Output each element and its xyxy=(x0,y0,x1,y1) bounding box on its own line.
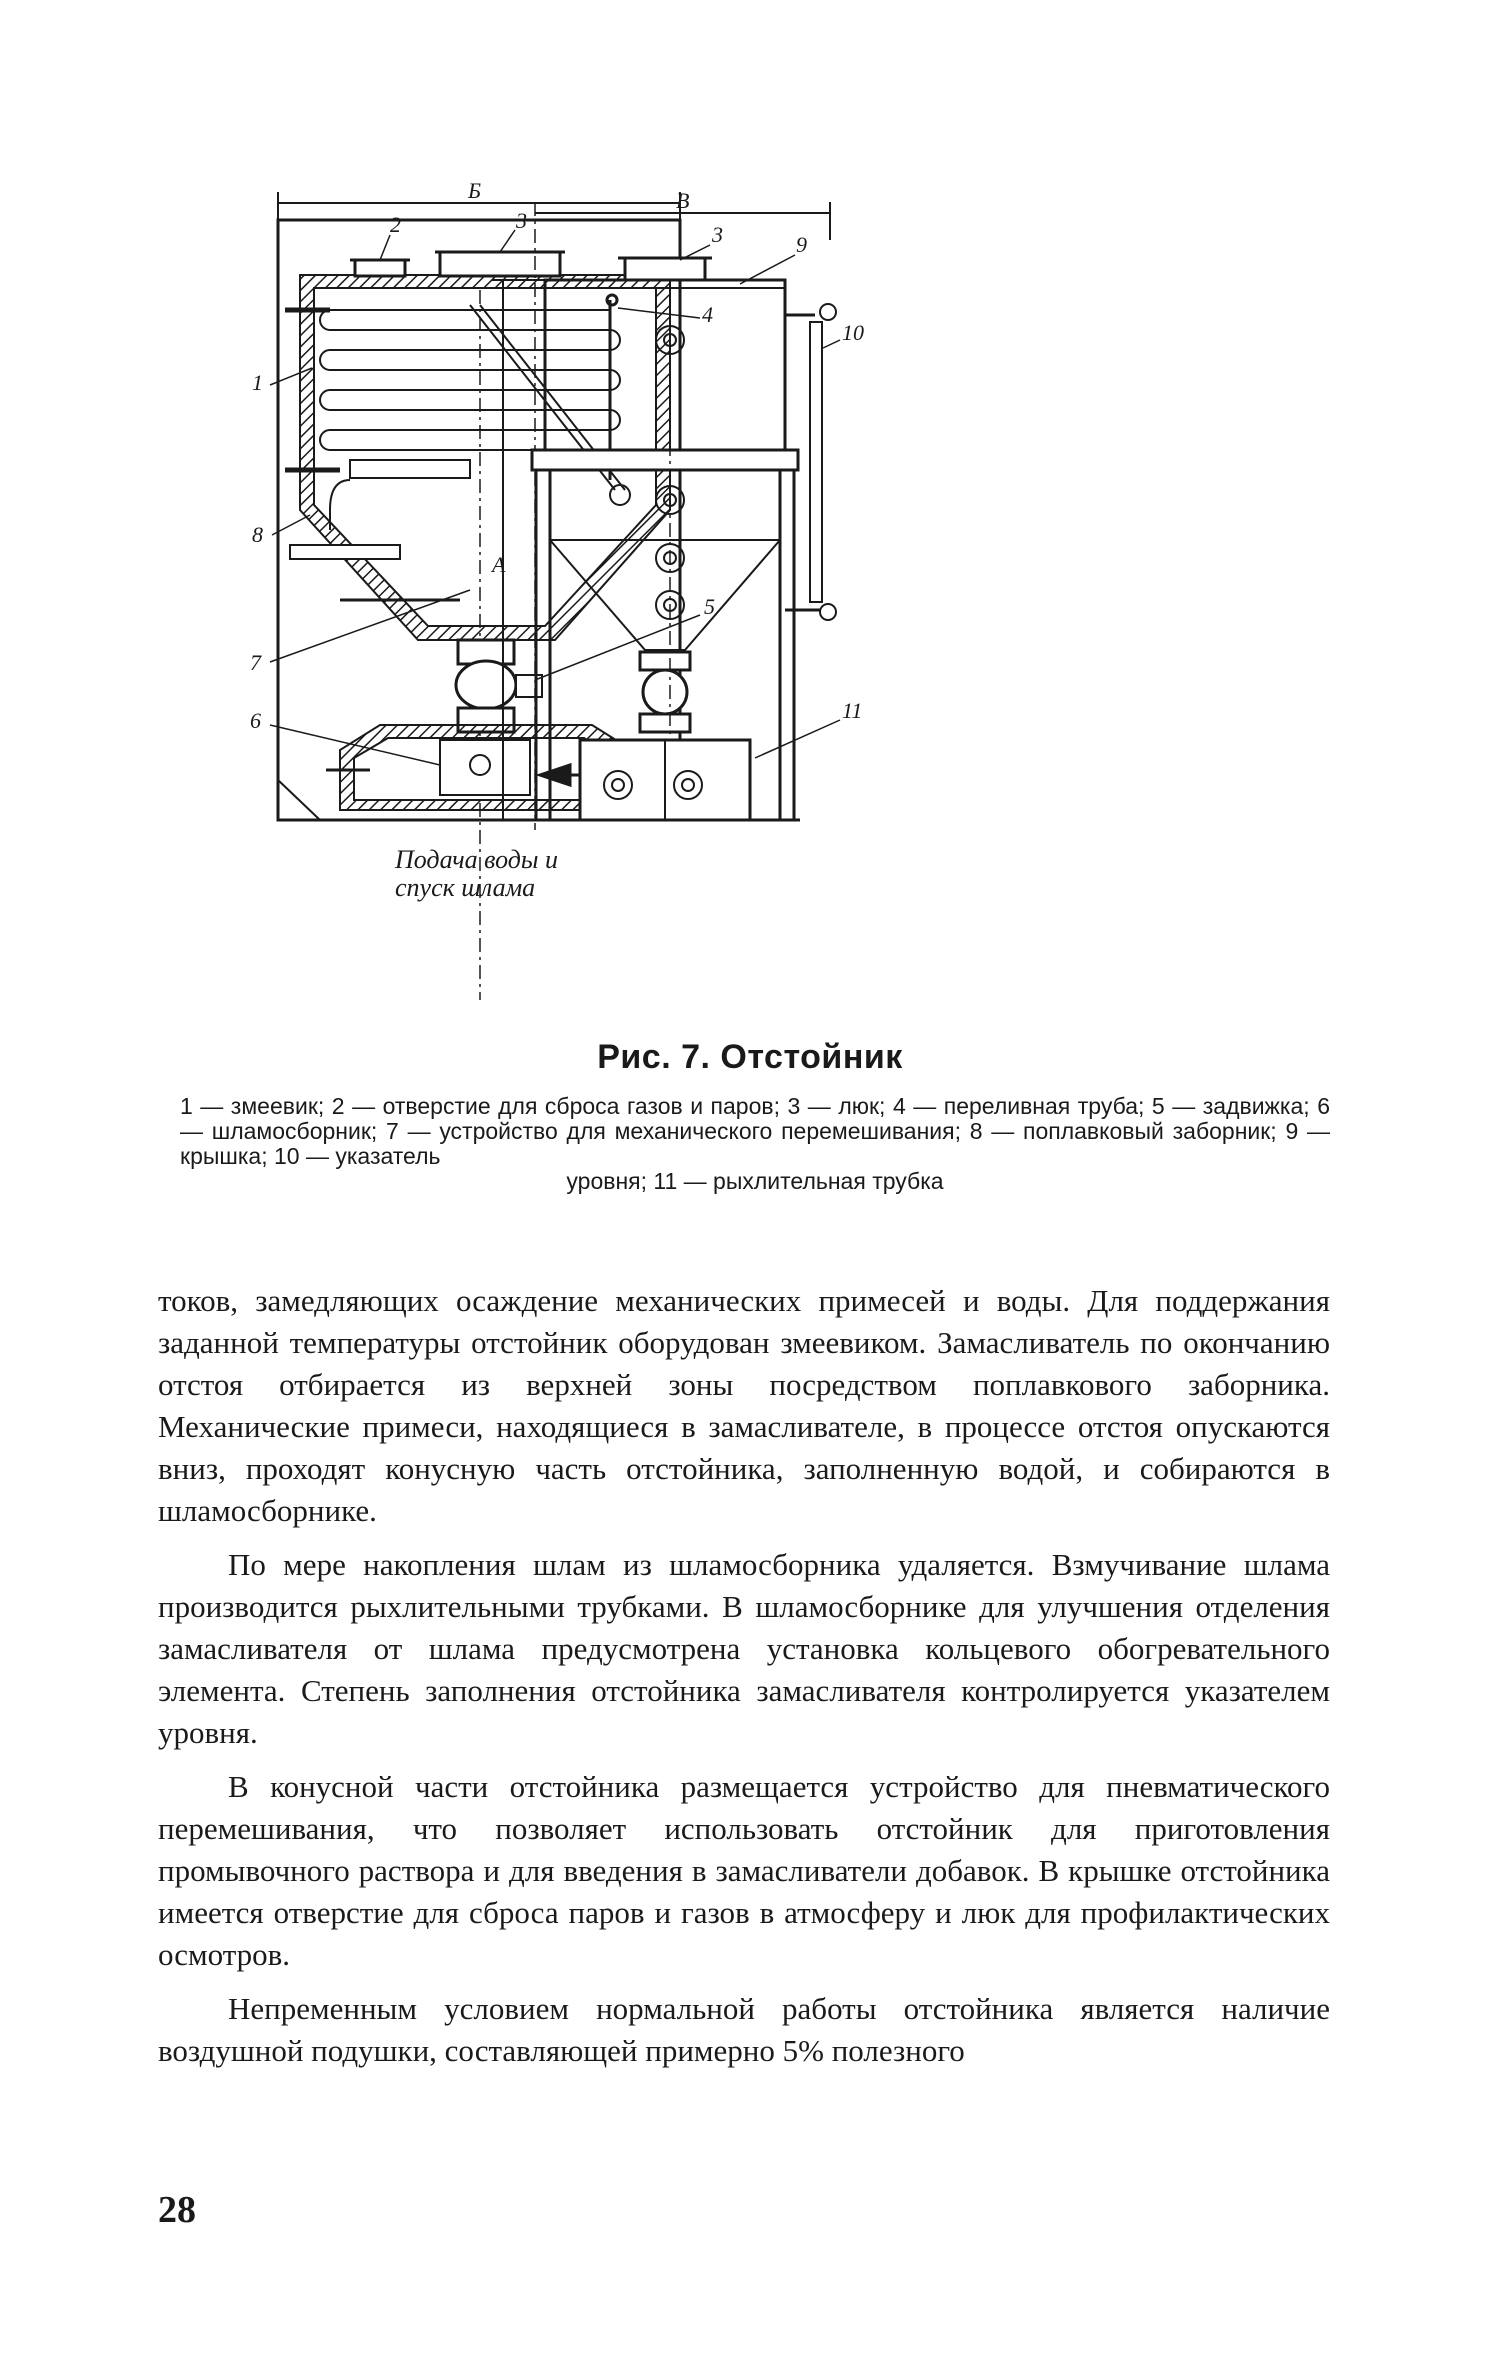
left-section-view xyxy=(250,180,715,1000)
legend-main: 1 — змеевик; 2 — отверстие для сброса газов и паров; 3 — люк; 4 — переливная труба; 5 — задвижка; 6 — шламосборник; 7 — устройство для механического перемешивания; 8 — поплавковый заборник; 9 — крышка; 10 — указатель xyxy=(180,1093,1330,1169)
label-5: 5 xyxy=(704,594,715,619)
label-right-3: 3 xyxy=(712,222,723,247)
page-number: 28 xyxy=(158,2189,196,2231)
label-7: 7 xyxy=(250,650,261,675)
label-dim-b: Б xyxy=(468,180,481,203)
label-10: 10 xyxy=(842,320,864,345)
label-1: 1 xyxy=(252,370,263,395)
figure-caption-title: Рис. 7. Отстойник xyxy=(597,1038,903,1076)
label-11: 11 xyxy=(842,698,863,723)
label-3: 3 xyxy=(516,208,527,233)
figure-legend xyxy=(180,1094,1330,1194)
feed-note-line2: спуск шлама xyxy=(395,873,536,902)
settler-figure xyxy=(240,180,1280,1020)
paragraph-1: токов, замедляющих осаждение механических примесей и воды. Для поддержания заданной температуры отстойник оборудован змеевиком. Замасливатель по окончанию отстоя отбирается из верхней зоны посредством поплавкового заборника. Механические примеси, находящиеся в замасливателе, в процессе отстоя опускаются вниз, проходят конусную часть отстойника, заполненную водой, и собираются в шламосборнике. xyxy=(158,1283,1330,1528)
body-text xyxy=(158,1280,1330,2084)
legend-last-line: уровня; 11 — рыхлительная трубка xyxy=(566,1168,944,1194)
label-8: 8 xyxy=(252,522,263,547)
label-dim-a: А xyxy=(492,552,506,577)
paragraph-4: Непременным условием нормальной работы отстойника является наличие воздушной подушки, составляющей примерно 5% полезного xyxy=(158,1991,1330,2068)
paragraph-3: В конусной части отстойника размещается устройство для пневматического перемешивания, что позволяет использовать отстойник для приготовления промывочного раствора и для введения в замасливатели добавок. В крышке отстойника имеется отверстие для сброса паров и газов в атмосферу и люк для профилактических осмотров. xyxy=(158,1769,1330,1972)
label-9: 9 xyxy=(796,232,807,257)
paragraph-2: По мере накопления шлам из шламосборника удаляется. Взмучивание шлама производится рыхлительными трубками. В шламосборнике для улучшения отделения замасливателя от шлама предусмотрена установка кольцевого обогревательного элемента. Степень заполнения отстойника замасливателя контролируется указателем уровня. xyxy=(158,1547,1330,1750)
label-2: 2 xyxy=(390,212,401,237)
settler-drawing xyxy=(240,180,1280,1020)
label-6: 6 xyxy=(250,708,261,733)
feed-note-line1: Подача воды и xyxy=(395,845,559,874)
label-4: 4 xyxy=(702,302,713,327)
label-dim-v: В xyxy=(676,188,690,213)
